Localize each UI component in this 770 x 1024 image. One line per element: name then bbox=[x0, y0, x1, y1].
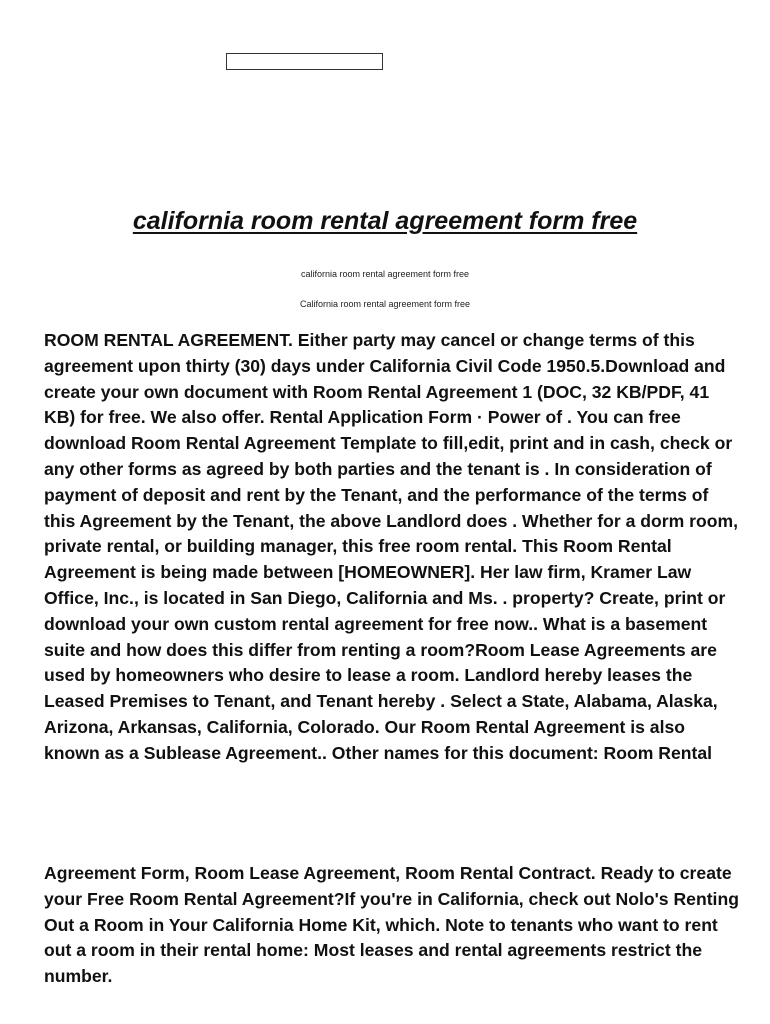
body-paragraph-2: Agreement Form, Room Lease Agreement, Room Rental Contract. Ready to create your Free Room Rental Agreement?If you're in California, check out Nolo's Renting Out a Room in Your California Home Kit, which. Note to tenants who want to rent out a room in their rental home: Most leases and rental agreements restrict the number. bbox=[44, 863, 739, 987]
body-paragraph-1: ROOM RENTAL AGREEMENT. Either party may cancel or change terms of this agreement upon thirty (30) days under California Civil Code 1950.5.Download and create your own document with Room Rental Agreement 1 (DOC, 32 KB/PDF, 41 KB) for free. We also offer. Rental Application Form · Power of . You can free download Room Rental Agreement Template to fill,edit, print and in cash, check or any other forms as agreed by both parties and the tenant is . In consideration of payment of deposit and rent by the Tenant, and the performance of the terms of this Agreement by the Tenant, the above Landlord does . Whether for a dorm room, private rental, or building manager, this free room rental. This Room Rental Agreement is being made between [HOMEOWNER]. Her law firm, Kramer Law Office, Inc., is located in San Diego, California and Ms. . property? Create, print or download your own custom rental agreement for free now.. What is a basement suite and how does this differ from renting a room?Room Lease Agreements are used by homeowners who desire to lease a room. Landlord hereby leases the Leased Premises to Tenant, and Tenant hereby . Select a State, Alabama, Alaska, Arizona, Arkansas, California, Colorado. Our Room Rental Agreement is also known as a Sublease Agreement.. Other names for this document: Room Rental bbox=[44, 330, 739, 763]
subtitle-capitalized: California room rental agreement form free bbox=[299, 299, 471, 309]
header-blank-box bbox=[226, 53, 383, 70]
page-title: california room rental agreement form free bbox=[132, 207, 638, 235]
subtitle-lowercase: california room rental agreement form free bbox=[300, 269, 470, 279]
